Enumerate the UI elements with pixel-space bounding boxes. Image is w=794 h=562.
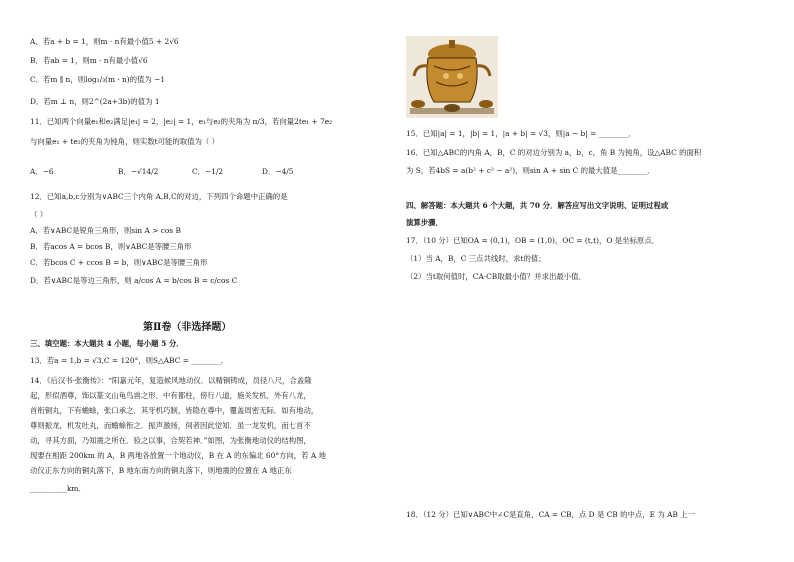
q12-option-a: A．若∨ABC是锐角三角形，则sin A > cos B (30, 226, 181, 235)
q14-line-4: 尊则振龙，机发吐丸，而蟾蜍衔之．振声激扬，伺者因此觉知．虽一龙发机，而七首不 (30, 421, 311, 430)
q14-line-7: 动仪正东方向的铜丸落下，B 地东南方向的铜丸落下，则地震的位置在 A 地正东 (30, 466, 292, 475)
q11-option-a: A．−6 (30, 167, 54, 176)
q12-option-c: C．若bcos C + ccos B = b，则∨ABC是等腰三角形 (30, 258, 208, 267)
q15: 15．已知|a| = 1，|b| = 1，|a + b| = √3，则|a − b| = ________． (406, 129, 636, 138)
section4-heading-line-2: 演算步骤． (406, 218, 443, 227)
q14-line-3: 首衔铜丸，下有蟾蜍，张口承之．其牙机巧制，皆隐在尊中，覆盖周密无际．如有地动， (30, 406, 319, 415)
q14-line-8: __________km． (30, 484, 86, 493)
q14-line-6: 现要在相距 200km 的 A，B 两地各放置一个地动仪，B 在 A 的东偏北 60°方向，若 A 地 (30, 451, 326, 460)
q10-option-c: C．若m ∥ n，则log₁/₃(m · n)的值为 −1 (30, 75, 166, 84)
q14-line-5: 动，寻其方面，乃知震之所在．验之以事，合契若神．”如图，为张衡地动仪的结构图， (30, 436, 311, 445)
q16-line-1: 16．已知△ABC的内角 A，B，C 的对边分别为 a，b，c，角 B 为钝角，设△ABC 的面积 (406, 148, 702, 157)
q10-option-d: D．若m ⊥ n，则2^(2a+3b)的值为 1 (30, 97, 160, 106)
q12-option-b: B．若acos A = bcos B，则∨ABC是等腰三角形 (30, 242, 192, 251)
q13: 13．若a = 1,b = √3,C = 120°，则S△ABC = ________． (30, 356, 229, 365)
q17-part-2: （2）当t取何值时，CA·CB取最小值？并求出最小值． (406, 272, 586, 281)
q12-option-d: D．若∨ABC是等边三角形，则 a/cos A = b/cos B = c/cos C (30, 276, 238, 285)
q17-part-1: （1）当 A，B，C 三点共线时，求t的值； (406, 254, 546, 263)
q11-option-d: D．−4/5 (262, 167, 294, 176)
q10-option-b: B．若ab = 1，则m · n有最小值√6 (30, 56, 148, 65)
q16-line-2: 为 S，若4bS = a(b² + c² − a²)，则sin A + sin C 的最大值是________． (406, 166, 655, 175)
q11-line-1: 11．已知两个向量e₁和e₂满足|e₁| = 2，|e₂| = 1，e₁与e₂的夹角为 π/3，若向量2te₁ + 7e₂ (30, 117, 333, 126)
section4-heading-line-1: 四、解答题：本大题共 6 个大题，共 70 分．解答应写出文字说明、证明过程或 (406, 201, 669, 210)
q11-option-b: B．−√14/2 (118, 167, 159, 176)
q14-line-2: 起，形似酒尊，饰以篆文山龟鸟兽之形．中有都柱，傍行八道，施关发机．外有八龙， (30, 391, 311, 400)
seismograph-image (406, 36, 498, 118)
q11-option-c: C．−1/2 (192, 167, 224, 176)
section3-heading: 三、填空题：本大题共 4 小题，每小题 5 分． (30, 339, 184, 348)
part2-title: 第Ⅱ卷（非选择题） (143, 322, 232, 333)
q17-line-1: 17．（10 分）已知OA = (0,1)，OB = (1,0)，OC = (t,t)，O 是坐标原点． (406, 236, 660, 245)
q14-line-1: 14．《后汉书·张衡传》：“阳嘉元年，复造候风地动仪．以精铜铸成，员径八尺，合盖隆 (30, 376, 312, 385)
q10-option-a: A．若a + b = 1，则m · n有最小值5 + 2√6 (30, 37, 179, 46)
q11-line-2: 与向量e₁ + te₂的夹角为钝角，则实数t可能的取值为（ ） (30, 137, 220, 146)
q18: 18．（12 分）已知∨ABC中∠C是直角，CA = CB，点 D 是 CB 的中点，E 为 AB 上一 (406, 510, 696, 519)
q12-line-2: （ ） (30, 210, 48, 219)
q12-line-1: 12．已知a,b,c分别为∨ABC三个内角 A,B,C的对边，下列四个命题中正确的是 (30, 192, 288, 201)
